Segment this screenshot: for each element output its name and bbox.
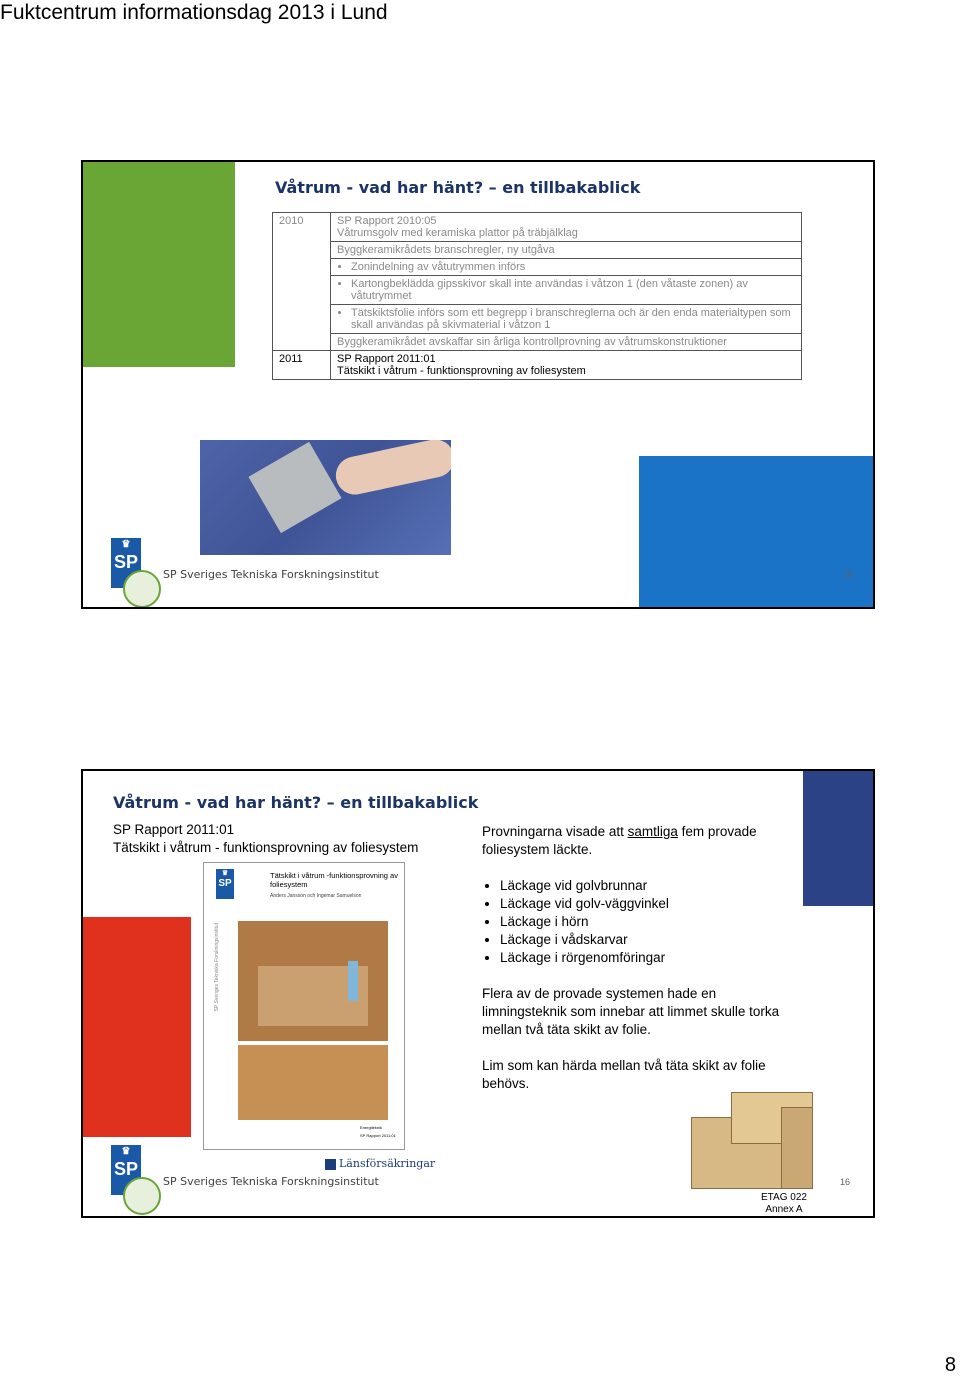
bullet-row-1: • Zonindelning av våtutrymmen införs [331,259,802,276]
crown-icon: ♛ [121,539,131,550]
cover-footer-2: SP Rapport 2011:01 [360,1133,396,1138]
cover-photo-top [238,921,388,1041]
cover-side-text: SP Sveriges Tekniska Forskningsinstitut [214,923,220,1012]
leak-list [482,877,792,967]
findings-intro: Provningarna visade att samtliga fem provade foliesystem läckte. [482,824,757,857]
slide-number: 16 [840,1177,851,1187]
lansforsakringar-icon [325,1159,336,1170]
institute-name: SP Sveriges Tekniska Forskningsinstitut [163,568,379,581]
institute-name: SP Sveriges Tekniska Forskningsinstitut [163,1175,379,1188]
tile-installation-photo [200,440,451,555]
science-badge-icon [123,1177,161,1215]
list-item: • Läckage i rörgenomföringar [500,949,792,967]
cover-footer-1: Energiteknik [360,1125,383,1130]
cover-photo-bottom [238,1045,388,1120]
slide-title: Våtrum - vad har hänt? – en tillbakablick [113,793,479,812]
list-item: • Läckage i hörn [500,913,792,931]
slide-15 [81,160,875,609]
page-number: 8 [944,1354,956,1376]
bullet-row-2: • Kartongbeklädda gipsskivor skall inte användas i våtzon 1 (den våtaste zonen) av våtutrymmet [331,276,802,305]
slide-number: 15 [843,569,854,579]
slide-title: Våtrum - vad har hänt? – en tillbakablick [275,178,641,197]
crown-icon: ♛ [221,870,229,877]
report-reference: SP Rapport 2011:01 Tätskikt i våtrum - funktionsprovning av foliesystem [113,822,419,855]
sp-logo: ♛ SP [111,1145,141,1195]
timeline-table [272,212,802,380]
avskaffar-row: Byggkeramikrådet avskaffar sin årliga kontrollprovning av våtrumskonstruktioner [331,334,802,351]
report-2010: SP Rapport 2010:05 Våtrumsgolv med keramiska plattor på träbjälklag [331,213,802,242]
year-2011: 2011 [273,351,331,380]
findings-paragraph-3: Lim som kan härda mellan två täta skikt av folie behövs. [482,1058,766,1091]
crown-icon: ♛ [121,1146,131,1157]
etag-caption: ETAG 022 Annex A [761,1192,807,1215]
year-2010: 2010 [273,213,331,351]
blue-decor-block [639,456,875,609]
navy-decor-bar [803,771,875,906]
cover-title: Tätskikt i våtrum -funktionsprovning av foliesystem [270,871,398,889]
findings-paragraph-2: Flera av de provade systemen hade en limningsteknik som innebar att limmet skulle torka mellan två täta skikt av folie. [482,986,780,1037]
lansforsakringar-logo: Länsförsäkringar [325,1157,435,1170]
tile-image [248,442,341,533]
list-item: • Läckage i vådskarvar [500,931,792,949]
sp-logo: ♛ SP [111,538,141,588]
branschregler-row: Byggkeramikrådets branschregler, ny utgåva [331,242,802,259]
report-2011: SP Rapport 2011:01 Tätskikt i våtrum - funktionsprovning av foliesystem [331,351,802,380]
slide-16 [81,769,875,1218]
list-item: • Läckage vid golv-väggvinkel [500,895,792,913]
findings-text [482,823,792,1111]
green-decor-bar [83,162,235,367]
list-item: • Läckage vid golvbrunnar [500,877,792,895]
red-decor-bar [83,917,191,1137]
science-badge-icon [123,570,161,608]
hand-image [332,440,451,498]
document-title: Fuktcentrum informationsdag 2013 i Lund [0,1,388,24]
report-cover-image [203,862,405,1150]
cover-sp-logo: ♛ SP [216,869,234,899]
bullet-row-3: • Tätskiktsfolie införs som ett begrepp i branschreglerna och är den enda materialtypen som skall användas på skivmaterial i våtzon 1 [331,305,802,334]
cover-authors: Anders Jansson och Ingemar Samuelson [270,893,362,899]
